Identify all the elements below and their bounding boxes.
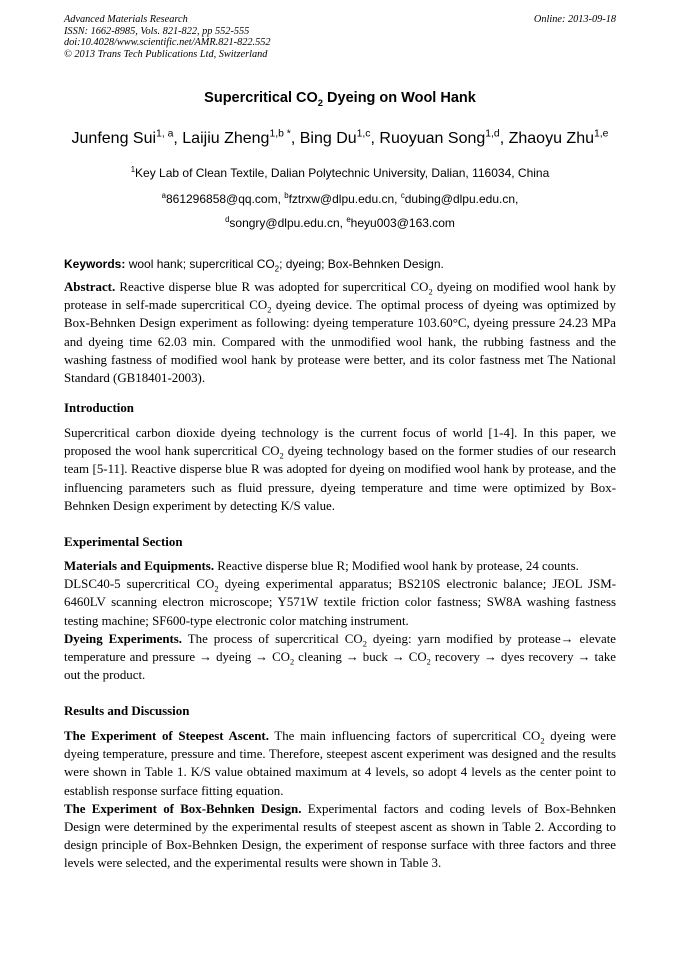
author-affil-mark: 1,c [356, 128, 371, 140]
paragraph-text: The main influencing factors of supercritical CO [268, 729, 541, 743]
author-affil-mark: 1,d [485, 128, 500, 140]
keywords-label: Keywords: [64, 257, 126, 271]
subscript: 2 [289, 657, 295, 667]
paragraph-text: cleaning → buck → CO [294, 650, 427, 665]
affiliation-text: Key Lab of Clean Textile, Dalian Polytechnic University, Dalian, 116034, China [135, 166, 550, 180]
keywords [64, 257, 616, 274]
email-address[interactable]: heyu003@163.com [350, 216, 455, 230]
author-name: Junfeng Sui [71, 130, 157, 147]
paper-title [64, 90, 616, 106]
email-mark: b [284, 191, 289, 200]
issn-line: ISSN: 1662-8985, Vols. 821-822, pp 552-555 [64, 25, 250, 37]
affiliation-mark: 1 [130, 165, 136, 174]
title-subscript: 2 [317, 96, 324, 108]
paragraph-text: dyeing technology based on the former studies of our research team [5-11]. Reactive disperse blue R was adopted for dyeing on modified wool hank by protease, and the influencing parameters such as fluid pressure, dyeing temperature and time were optimized by Box-Behnken Design experiment by detecting K/S value. [64, 444, 616, 513]
author-separator: , [173, 130, 183, 147]
author-name: Laijiu Zheng [182, 130, 270, 147]
paragraph-text: dyeing were dyeing temperature, pressure and time. Therefore, steepest ascent experiment was designed and the results were shown in Table 1. K/S value obtained maximum at 4 levels, so adopt 4 levels as the center point to establish response surface fitting equation. [64, 729, 617, 798]
author-affil-mark: 1, a [156, 128, 174, 140]
email-address[interactable]: 861296858@qq.com, [165, 192, 285, 206]
subscript: 2 [362, 639, 367, 649]
email-address[interactable]: fztrxw@dlpu.edu.cn, [288, 192, 401, 206]
paragraph-text: Supercritical carbon dioxide dyeing technology is the current focus of world [1-4]. In this paper, we proposed the wool hank supercritical CO [64, 426, 616, 459]
author-name: Bing Du [299, 130, 357, 147]
abstract-text: Reactive disperse blue R was adopted for supercritical CO [115, 280, 429, 294]
email-mark: c [400, 191, 405, 200]
subscript: 2 [214, 584, 219, 594]
email-line-1 [40, 192, 640, 206]
email-mark: d [225, 215, 230, 224]
publication-header [64, 14, 616, 60]
copyright-line: © 2013 Trans Tech Publications Ltd, Switzerland [64, 48, 268, 60]
email-mark: a [161, 191, 166, 200]
email-mark: e [346, 215, 351, 224]
subscript: 2 [426, 657, 431, 667]
subscript: 2 [267, 305, 272, 315]
abstract-label: Abstract. [64, 280, 116, 294]
title-text-end: Dyeing on Wool Hank [323, 90, 476, 106]
email-address[interactable]: songry@dlpu.edu.cn, [229, 216, 347, 230]
paragraph-text: dyeing: yarn modified by protease→ elevate temperature and pressure → dyeing → CO [64, 631, 617, 665]
title-text: Supercritical CO [204, 90, 318, 106]
author-separator: , [290, 130, 300, 147]
results-heading: Results and Discussion [64, 704, 190, 718]
doi-line: doi:10.4028/www.scientific.net/AMR.821-822.552 [64, 37, 271, 49]
author-list [40, 130, 640, 148]
affiliation [40, 166, 640, 180]
author-name: Zhaoyu Zhu [508, 130, 594, 147]
introduction-heading: Introduction [64, 401, 134, 415]
abstract [64, 278, 616, 387]
paragraph-text: Experimental factors and coding levels of Box-Behnken Design were determined by the experimental results of steepest ascent as shown in Table 2. According to design principle of Box-Behnken Design, the experiment of response surface with three factors and three levels were selected, and the experimental results were shown in Table 3. [64, 801, 616, 871]
author-name: Ruoyuan Song [379, 130, 486, 147]
online-date: Online: 2013-09-18 [533, 14, 616, 25]
journal-name: Advanced Materials Research [64, 14, 188, 25]
introduction-paragraph [64, 424, 616, 515]
keywords-text: wool hank; supercritical CO [125, 257, 275, 271]
experimental-heading: Experimental Section [64, 535, 183, 549]
abstract-text: dyeing device. The optimal process of dyeing was optimized by Box-Behnken Design experiment as following: dyeing temperature 103.60°C, dyeing pressure 24.23 MPa and dyeing time 62.03 min. Compared with the unmodified wool hank, the rubbing fastness and the washing fastness of modified wool hank by protease were better, and its color fastness met The National Standard (GB18401-2003). [64, 298, 616, 386]
paragraph-text: DLSC40-5 supercritical CO [64, 577, 215, 592]
paragraph-text: The process of supercritical CO [182, 631, 363, 646]
subscript: 2 [428, 287, 433, 297]
author-affil-mark: 1,b * [269, 128, 291, 140]
steepest-ascent-label: The Experiment of Steepest Ascent. [64, 729, 269, 743]
paragraph-text: Reactive disperse blue R; Modified wool hank by protease, 24 counts. [214, 559, 579, 573]
materials-label: Materials and Equipments. [64, 559, 215, 573]
author-separator: , [370, 130, 380, 147]
abstract-text: dyeing on modified wool hank by protease in self-made supercritical CO [64, 280, 616, 313]
keywords-text-end: ; dyeing; Box-Behnken Design. [279, 257, 444, 271]
experimental-paragraph [64, 557, 616, 684]
box-behnken-label: The Experiment of Box-Behnken Design. [64, 801, 302, 816]
email-line-2 [40, 216, 640, 230]
results-paragraph [64, 727, 616, 873]
author-separator: , [499, 130, 509, 147]
paragraph-text: dyeing experimental apparatus; BS210S electronic balance; JEOL JSM-6460LV scanning electron microscope; Y571W textile friction color fastness; SW8A washing fastness testing machine; SF600-type electronic color matching instrument. [64, 577, 617, 628]
email-address[interactable]: dubing@dlpu.edu.cn, [404, 192, 519, 206]
dyeing-label: Dyeing Experiments. [64, 631, 183, 646]
subscript: 2 [274, 264, 280, 274]
author-affil-mark: 1,e [594, 128, 609, 140]
subscript: 2 [540, 736, 545, 746]
paragraph-text: recovery → dyes recovery → take out the product. [64, 650, 616, 683]
subscript: 2 [279, 451, 284, 461]
